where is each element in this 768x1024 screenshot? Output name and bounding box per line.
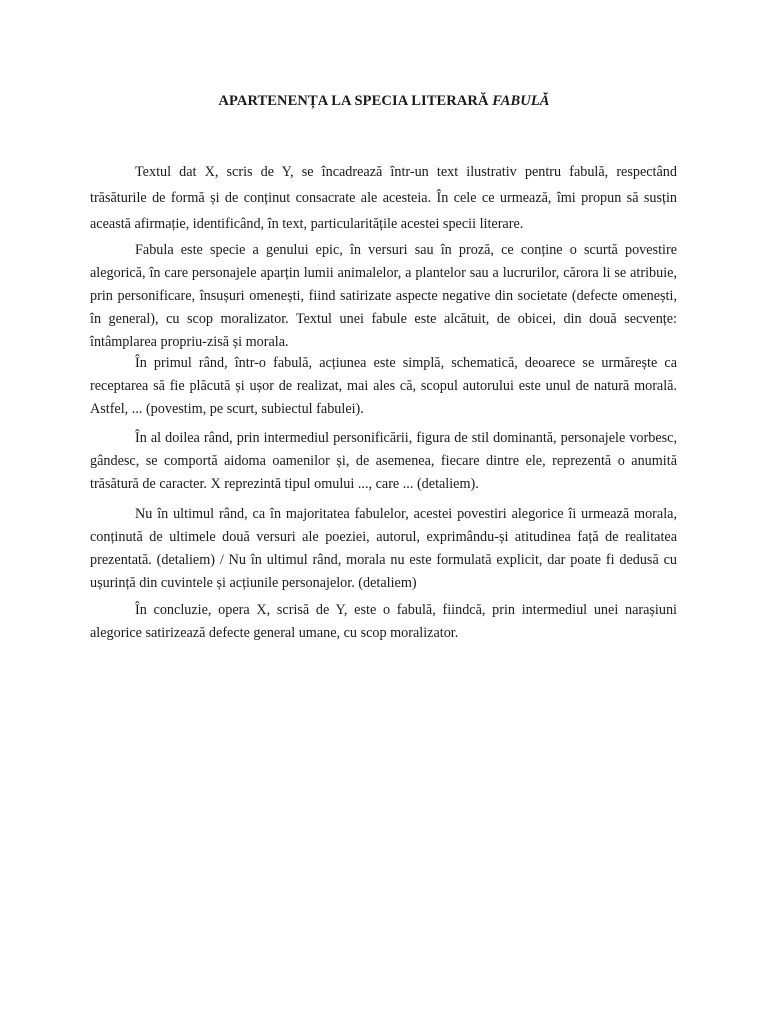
paragraph-introduction: Textul dat X, scris de Y, se încadrează într-un text ilustrativ pentru fabulă, respectând trăsăturile de formă și de conținut consacrate ale acesteia. În cele ce urmează, îmi propun să susțin această afirmație, identificând, în text, particularitățile acestei specii literare. (90, 164, 677, 232)
paragraph-conclusion: În concluzie, opera X, scrisă de Y, este o fabulă, fiindcă, prin intermediul unei narașiuni alegorice satirizează defecte general umane, cu scop moralizator. (90, 602, 677, 641)
paragraph-argument-three: Nu în ultimul rând, ca în majoritatea fabulelor, acestei povestiri alegorice îi urmează morala, conținută de ultimele două versuri ale poeziei, autorul, exprimându-și atitudinea față de realitatea prezentată. (detaliem) / Nu în ultimul rând, morala nu este formulată explicit, dar poate fi dedusă cu ușurință din cuvintele și acțiunile personajelor. (detaliem) (90, 506, 677, 591)
document-title (0, 93, 768, 110)
paragraph-argument-one: În primul rând, într-o fabulă, acțiunea este simplă, schematică, deoarece se urmărește ca receptarea să fie plăcută și ușor de realizat, mai ales că, scopul autorului este unul de natură morală. Astfel, ... (povestim, pe scurt, subiectul fabulei). (90, 355, 677, 417)
title-text: APARTENENȚA LA SPECIA LITERARĂ (218, 93, 493, 109)
title-italic-text: FABULĂ (492, 93, 550, 109)
paragraph-definition: Fabula este specie a genului epic, în versuri sau în proză, ce conține o scurtă povestire alegorică, în care personajele aparțin lumii animalelor, a plantelor sau a lucrurilor, cărora li se atribuie, prin personificare, însușuri omenești, fiind satirizate aspecte negative din societate (defecte omenești, în general), cu scop moralizator. Textul unei fabule este alcătuit, de obicei, din două secvențe: întâmplarea propriu-zisă și morala. (90, 242, 677, 350)
paragraph-argument-two: În al doilea rând, prin intermediul personificării, figura de stil dominantă, personajele vorbesc, gândesc, se comportă aidoma oamenilor și, de asemenea, fiecare dintre ele, reprezentă o anumită trăsătură de caracter. X reprezintă tipul omului ..., care ... (detaliem). (90, 430, 677, 492)
